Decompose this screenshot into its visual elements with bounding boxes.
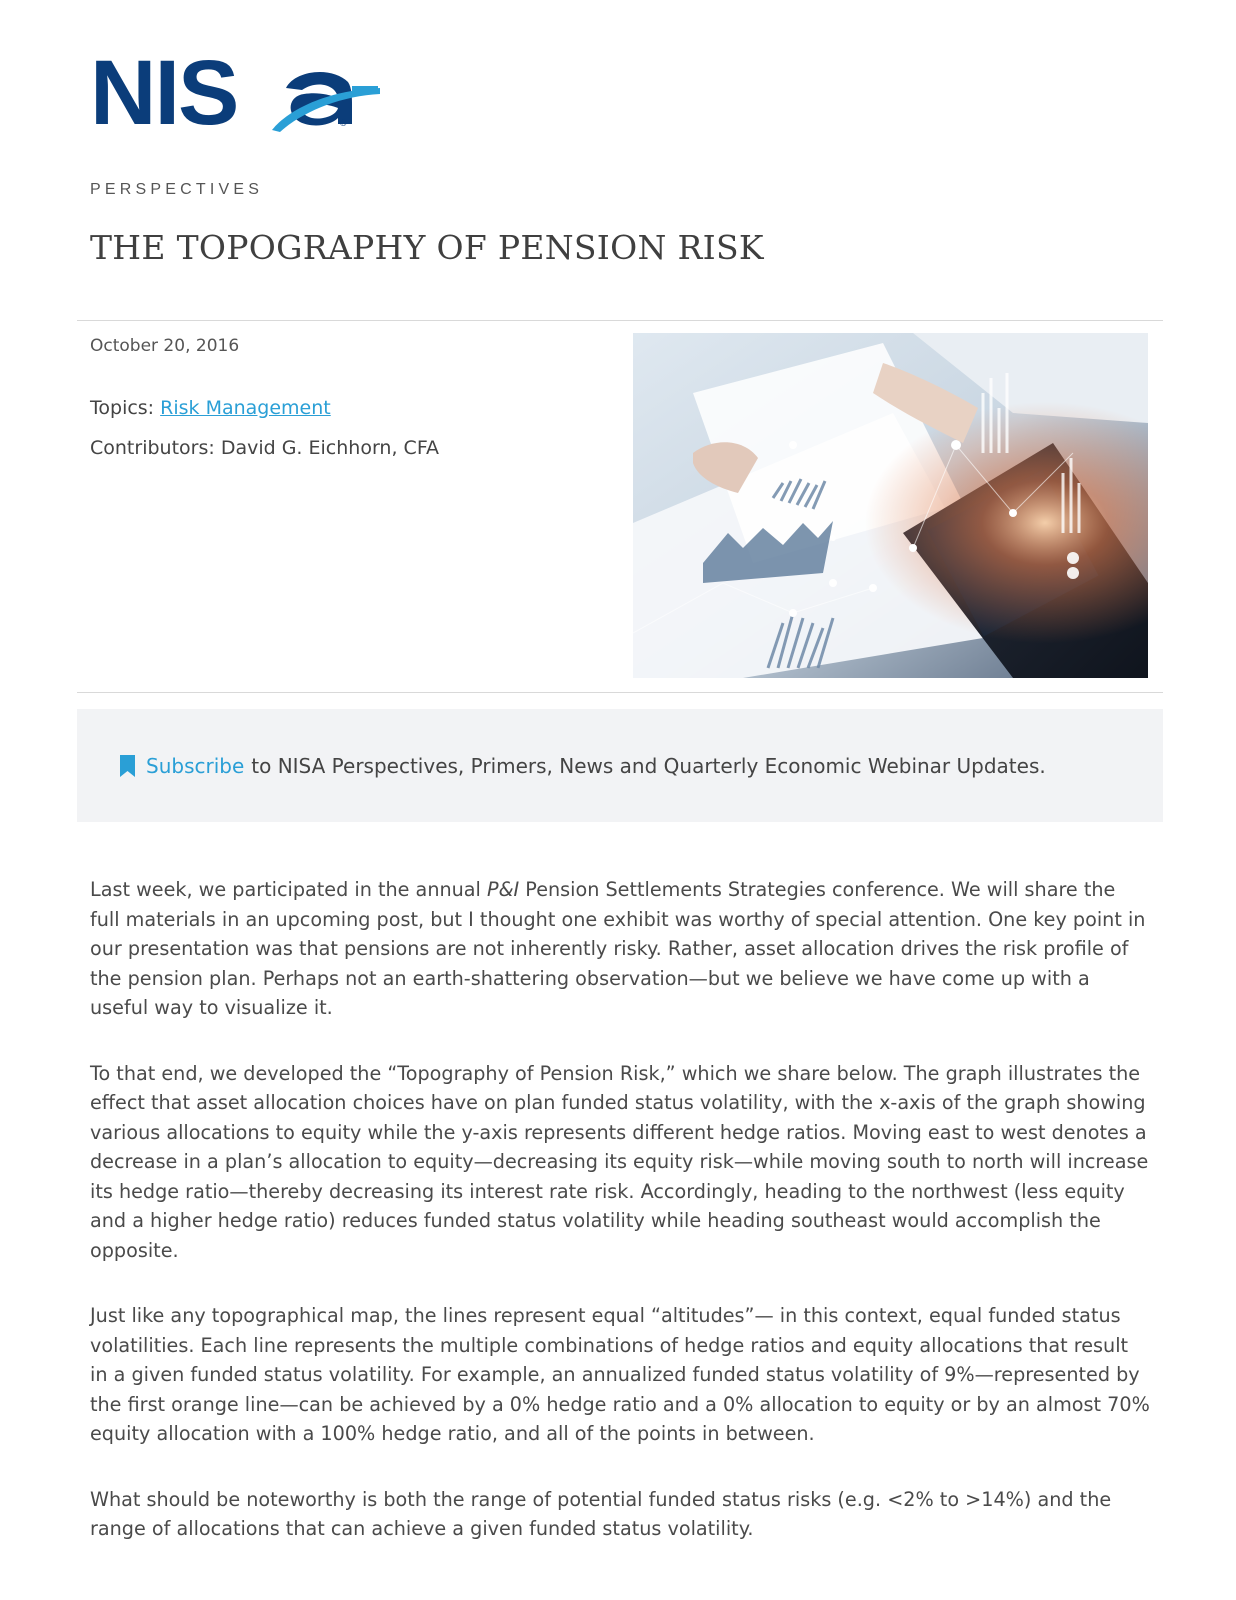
contributors-line: [90, 428, 610, 468]
paragraph-1: [90, 875, 1150, 1023]
paragraph-1-text: Last week, we participated in the annual: [90, 878, 487, 901]
subscribe-banner: [77, 709, 1163, 822]
subscribe-link[interactable]: Subscribe: [146, 753, 245, 778]
publication-name: P&I: [487, 878, 520, 901]
divider: [77, 320, 1163, 321]
contributor-name: David G. Eichhorn, CFA: [220, 437, 439, 459]
nisa-logo[interactable]: [90, 48, 380, 132]
article-body: [90, 875, 1150, 1580]
topic-link-risk-management[interactable]: Risk Management: [160, 397, 331, 419]
contributors-label: Contributors:: [90, 437, 215, 459]
svg-text:NIS: NIS: [90, 48, 238, 132]
publish-date: October 20, 2016: [90, 336, 240, 356]
article-meta: [90, 336, 610, 468]
paragraph-2: To that end, we developed the “Topography of Pension Risk,” which we share below. The graph illustrates the effect that asset allocation choices have on plan funded status volatility, with the x-axis of the graph showing various allocations to equity while the y-axis represents different hedge ratios. Moving east to west denotes a decrease in a plan’s allocation to equity—decreasing its equity risk—while moving south to north will increase its hedge ratio—thereby decreasing its interest rate risk. Accordingly, heading to the northwest (less equity and a higher hedge ratio) reduces funded status volatility while heading southeast would accomplish the opposite.: [90, 1061, 1149, 1262]
page-title: THE TOPOGRAPHY OF PENSION RISK: [90, 228, 764, 267]
divider: [77, 692, 1163, 693]
registered-mark: ®: [340, 118, 347, 128]
section-label: PERSPECTIVES: [90, 181, 264, 198]
paragraph-1-text-cont: Pension Settlements Strategies conference. We will share the full materials in an upcoming post, but I thought one exhibit was worthy of special attention. One key point in our presentation was that pensions are not inherently risky. Rather, asset allocation drives the risk profile of the pension plan. Perhaps not an earth-shattering observation—but we believe we have come up with a useful way to visualize it.: [90, 878, 1146, 1019]
paragraph-3: Just like any topographical map, the lines represent equal “altitudes”— in this context, equal funded status volatilities. Each line represents the multiple combinations of hedge ratios and equity allocations that result in a given funded status volatility. For example, an annualized funded status volatility of 9%—represented by the first orange line—can be achieved by a 0% hedge ratio and a 0% allocation to equity or by an almost 70% equity allocation with a 100% hedge ratio, and all of the points in between.: [90, 1304, 1150, 1445]
topics-label: Topics:: [90, 397, 155, 419]
paragraph-4: What should be noteworthy is both the range of potential funded status risks (e.g. <2% to >14%) and the range of allocations that can achieve a given funded status volatility.: [90, 1487, 1112, 1540]
bookmark-icon: [119, 755, 136, 777]
topics-line: [90, 388, 610, 428]
subscribe-text: to NISA Perspectives, Primers, News and Quarterly Economic Webinar Updates.: [251, 753, 1046, 778]
hero-image: [633, 333, 1148, 678]
